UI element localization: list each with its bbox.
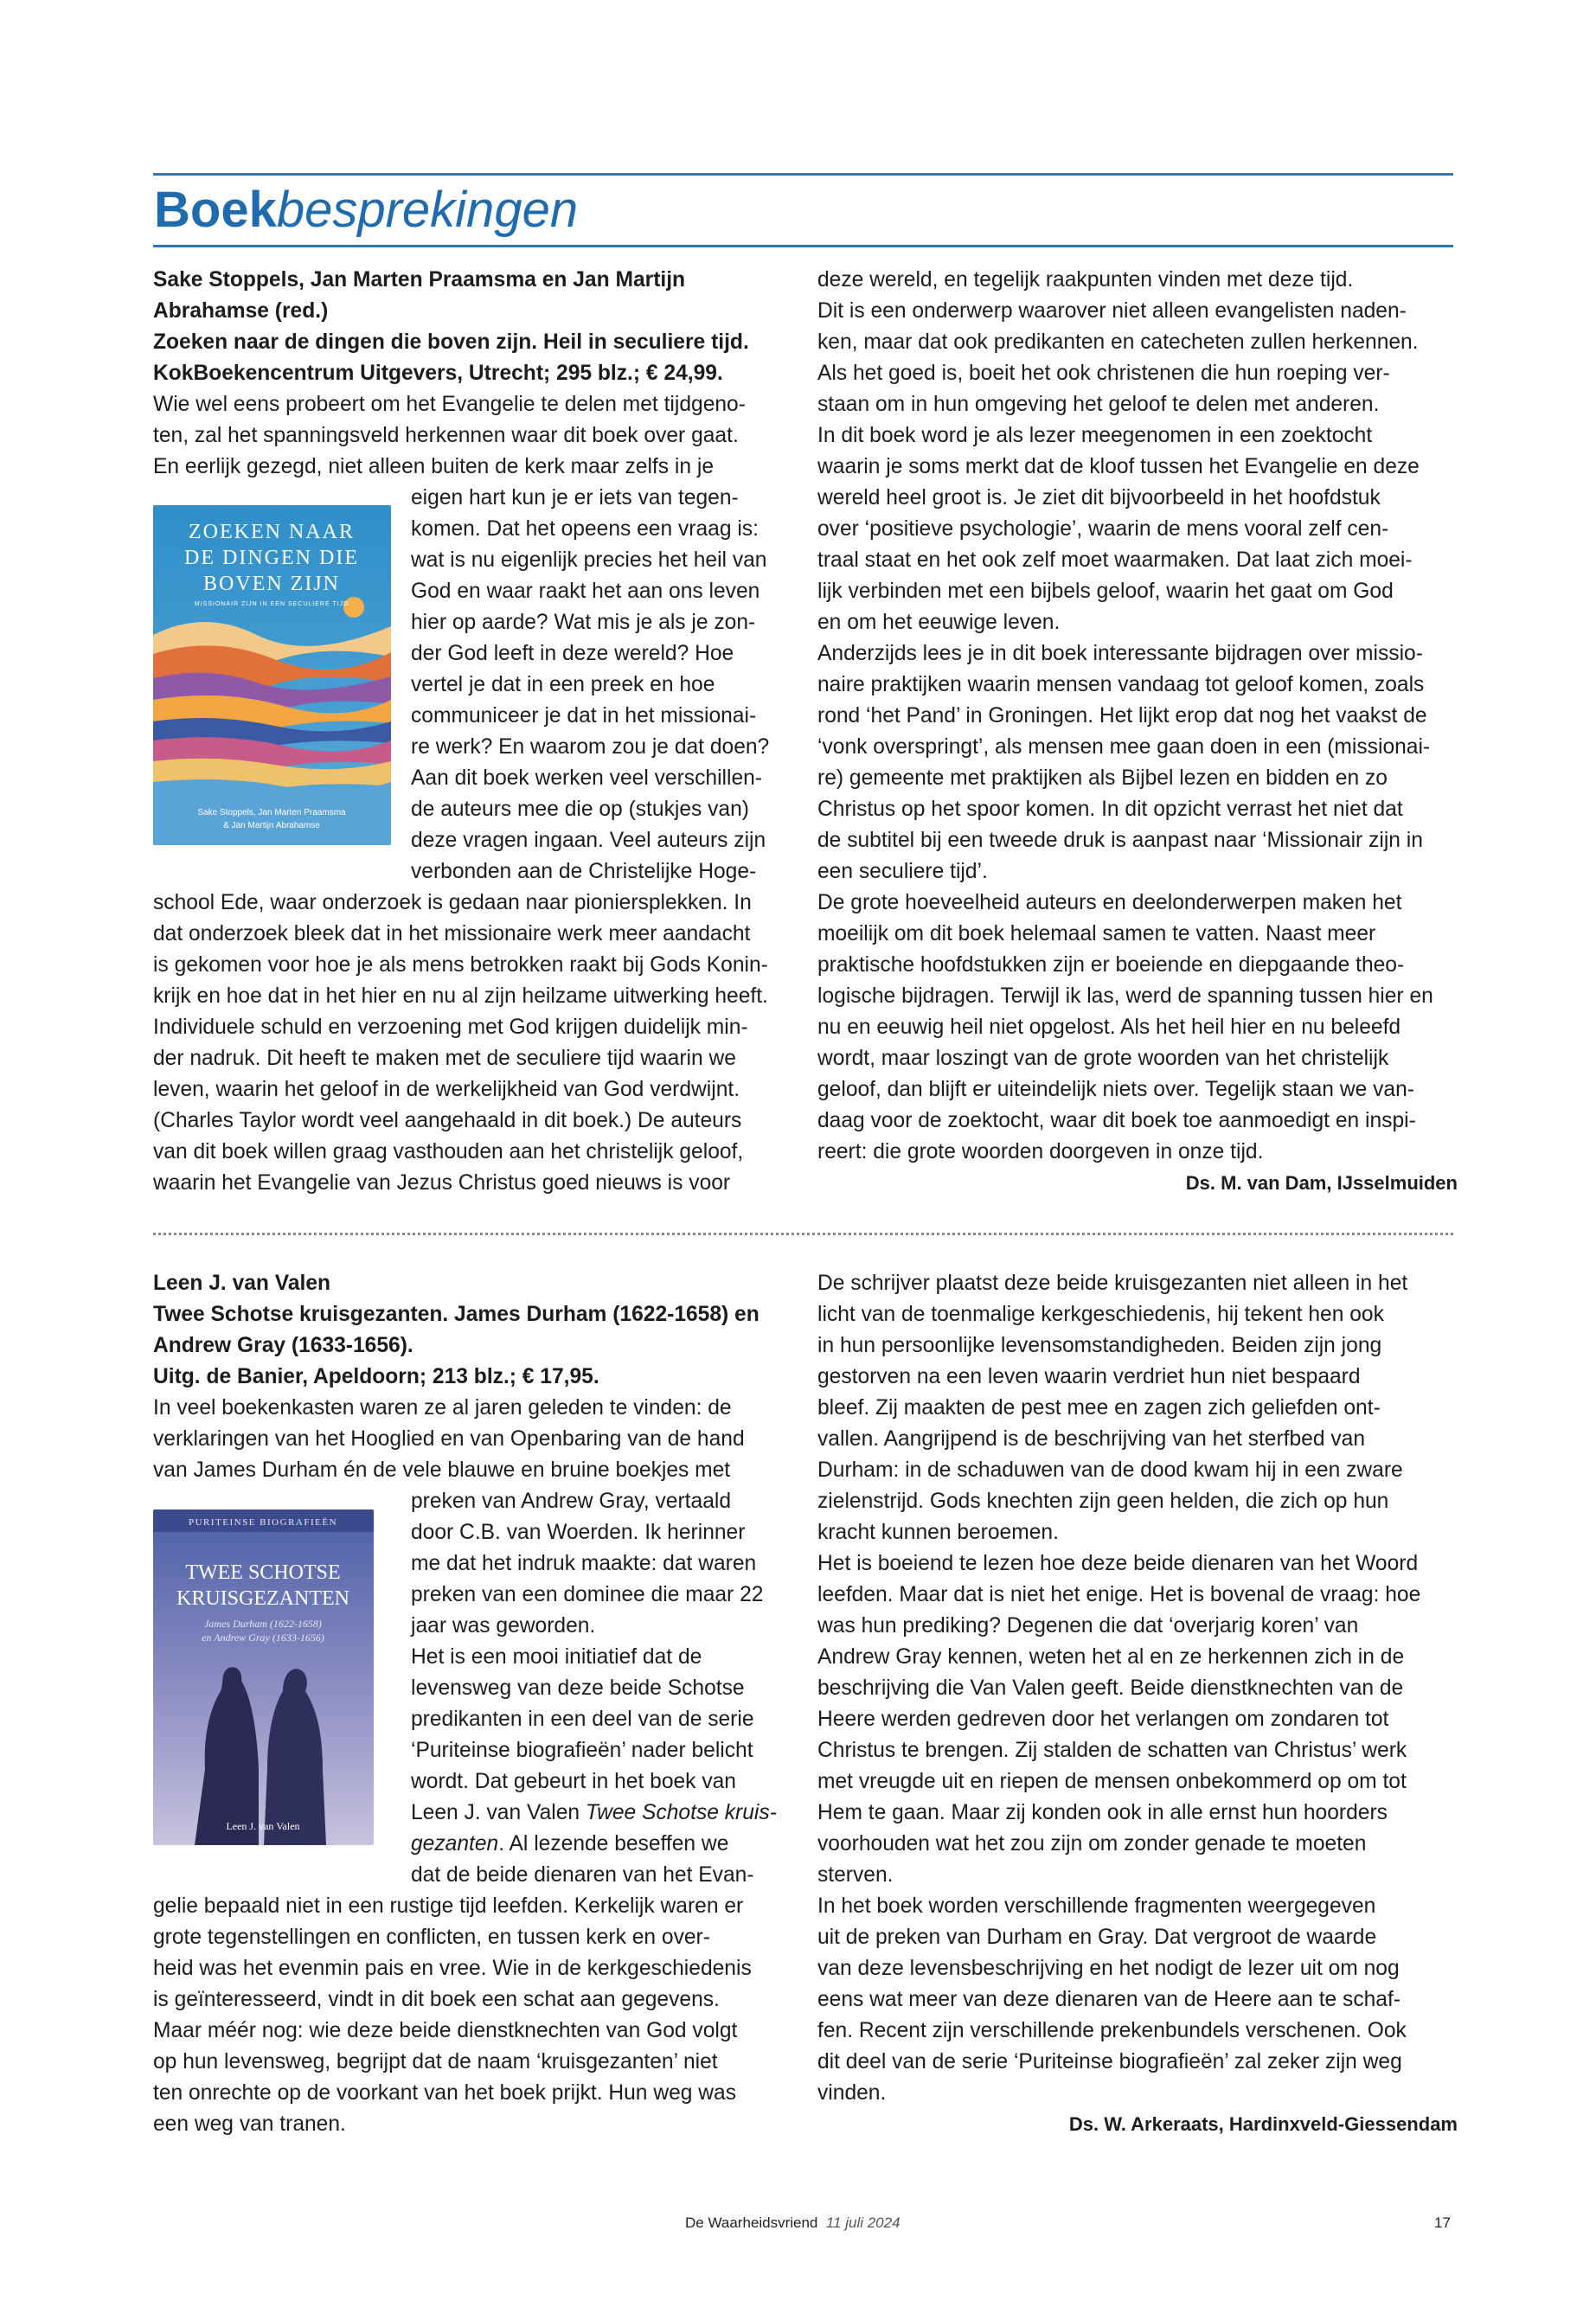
review2-cover-subtitle-1: James Durham (1622-1658) xyxy=(204,1618,322,1630)
review1-cover-title-2: DE DINGEN DIE xyxy=(184,547,359,569)
title-rule-top xyxy=(153,173,1453,176)
review1-cover-authors-1: Sake Stoppels, Jan Marten Praamsma xyxy=(197,808,346,817)
review2-book-cover xyxy=(153,1509,374,1845)
review2-left-top xyxy=(153,1268,793,1486)
section-divider xyxy=(153,1233,1453,1235)
review1-cover-title-3: BOVEN ZIJN xyxy=(203,573,340,595)
review1-wrap-text: eigen hart kun je er iets van tegen- komen. Dat het opeens een vraag is: wat is nu eigenlijk precies het heil van God en waar raakt het aan ons leven hier op aarde? Wat mis je als je zon- der God leeft in deze wereld? Hoe vertel je dat in een preek en hoe communiceer je dat in het missionai- re werk? En waarom zou je dat doen? Aan dit boek werken veel verschillen- de auteurs mee die op (stukjes van) deze vragen ingaan. Veel auteurs zijn verbonden aan de Christelijke Hoge- xyxy=(411,486,770,883)
review1-book-cover xyxy=(153,505,391,845)
review2-cover-subtitle-2: en Andrew Gray (1633-1656) xyxy=(202,1631,324,1644)
review1-header: Sake Stoppels, Jan Marten Praamsma en Jan Martijn Abrahamse (red.) Zoeken naar de dingen die boven zijn. Heil in seculiere tijd. KokBoekencentrum Uitgevers, Utrecht; 295 blz.; € 24,99. xyxy=(153,268,749,385)
review2-cover-title-2: KRUISGEZANTEN xyxy=(176,1587,349,1610)
review2-cover-author: Leen J. van Valen xyxy=(226,1820,300,1832)
footer-date: 11 juli 2024 xyxy=(825,2214,901,2231)
review1-intro: Wie wel eens probeert om het Evangelie te delen met tijdgeno- ten, zal het spanningsveld herkennen waar dit boek over gaat. En eerlijk gezegd, niet alleen buiten de kerk maar zelfs in je xyxy=(153,393,746,478)
review1-cover-authors-2: & Jan Martijn Abrahamse xyxy=(223,821,320,830)
review2-intro: In veel boekenkasten waren ze al jaren geleden te vinden: de verklaringen van het Hooglied en van Openbaring van de hand van James Durham én de vele blauwe en bruine boekjes met xyxy=(153,1396,745,1482)
review2-cover-title-1: TWEE SCHOTSE xyxy=(185,1561,341,1584)
footer-page-number: 17 xyxy=(1434,2214,1451,2231)
review1-left-top xyxy=(153,265,789,483)
review1-left-bottom: school Ede, waar onderzoek is gedaan naar pioniersplekken. In dat onderzoek bleek dat in het missionaire werk meer aandacht is gekomen voor hoe je als mens betrokken raakt bij Gods Konin- krijk en hoe dat in het hier en nu al zijn heilzame uitwerking heeft. Individuele schuld en verzoening met God krijgen duidelijk min- der nadruk. Dit heeft te maken met de seculiere tijd waarin we leven, waarin het geloof in de werkelijkheid van God verdwijnt. (Charles Taylor wordt veel aangehaald in dit boek.) De auteurs van dit boek willen graag vasthouden aan het christelijk geloof, waarin het Evangelie van Jezus Christus goed nieuws is voor xyxy=(153,891,768,1195)
review2-wrap-text: preken van Andrew Gray, vertaald door C.B. van Woerden. Ik herinner me dat het indruk maakte: dat waren preken van een dominee die maar 22 jaar was geworden. Het is een mooi initiatief dat de levensweg van deze beide Schotse predikanten in een deel van de serie ‘Puriteinse biografieën’ nader belicht wordt. Dat gebeurt in het boek van Leen J. van Valen Twee Schotse kruis- gezanten. Al lezende beseffen we dat de beide dienaren van het Evan- xyxy=(411,1490,777,1887)
review1-cover-art xyxy=(153,505,391,845)
review1-right-column: deze wereld, en tegelijk raakpunten vinden met deze tijd. Dit is een onderwerp waarover niet alleen evangelisten naden- ken, maar dat ook predikanten en catecheten zullen herkennen. Als het goed is, boeit het ook christenen die hun roeping ver- staan om in hun omgeving het geloof te delen met anderen. In dit boek word je als lezer meegenomen in een zoektocht waarin je soms merkt dat de kloof tussen het Evangelie en deze wereld heel groot is. Je ziet dit bijvoorbeeld in het hoofdstuk over ‘positieve psychologie’, waarin de mens vooral zelf cen- traal staat en het ook zelf moet waarmaken. Dat laat zich moei- lijk verbinden met een bijbels geloof, waarin het gaat om God en om het eeuwige leven. Anderzijds lees je in dit boek interessante bijdragen over missio- naire praktijken waarin mensen vandaag tot geloof komen, zoals rond ‘het Pand’ in Groningen. Het lijkt erop dat nog het vaakst de ‘vonk overspringt’, als mensen mee gaan doen in een (missionai- re) gemeente met praktijken als Bijbel lezen en bidden en zo Christus op het spoor komen. In dit opzicht verrast het niet dat de subtitel bij een tweede druk is aanpast naar ‘Missionair zijn in een seculiere tijd’. De grote hoeveelheid auteurs en deelonderwerpen maken het moeilijk om dit boek helemaal samen te vatten. Naast meer praktische hoofdstukken zijn er boeiende en diepgaande theo- logische bijdragen. Terwijl ik las, werd de spanning tussen hier en nu en eeuwig heil niet opgelost. Als het heil hier en nu beleefd wordt, maar loszingt van de grote woorden van het christelijk geloof, dan blijft er uiteindelijk niets over. Tegelijk staan we van- daag voor de zoektocht, waar dit boek toe aanmoedigt en inspi- reert: die grote woorden doorgeven in onze tijd. Ds. M. van Dam, IJsselmuiden xyxy=(817,265,1458,1199)
review2-right-column: De schrijver plaatst deze beide kruisgezanten niet alleen in het licht van de toenmalige kerkgeschiedenis, hij tekent hen ook in hun persoonlijke levensomstandigheden. Beiden zijn jong gestorven na een leven waarin verdriet hun niet bespaard bleef. Zij maakten de pest mee en zagen zich geliefden ont- vallen. Aangrijpend is de beschrijving van het sterfbed van Durham: in de schaduwen van de dood kwam hij in een zware zielenstrijd. Gods knechten zijn geen helden, die zich op hun kracht kunnen beroemen. Het is boeiend te lezen hoe deze beide dienaren van het Woord leefden. Maar dat is niet het enige. Het is bovenal de vraag: hoe was hun prediking? Degenen die dat ‘overjarig koren’ van Andrew Gray kennen, weten het al en ze herkennen zich in de beschrijving die Van Valen geeft. Beide dienstknechten van de Heere werden gedreven door het verlangen om zondaren tot Christus te brengen. Zij stalden de schatten van Christus’ werk met vreugde uit en riepen de mensen onbekommerd op om tot Hem te gaan. Maar zij konden ook in alle ernst hun hoorders voorhouden wat het zou zijn om zonder genade te moeten sterven. In het boek worden verschillende fragmenten weergegeven uit de preken van Durham en Gray. Dat vergroot de waarde van deze levensbeschrijving en het nodigt de lezer uit om nog eens wat meer van deze dienaren van de Heere aan te schaf- fen. Recent zijn verschillende prekenbundels verschenen. Ook dit deel van de serie ‘Puriteinse biografieën’ zal zeker zijn weg vinden. Ds. W. Arkeraats, Hardinxveld-Giessendam xyxy=(817,1268,1458,2140)
page-title: Boekbesprekingen xyxy=(154,182,579,238)
footer-magazine: De Waarheidsvriend 11 juli 2024 xyxy=(685,2214,901,2231)
review2-cover-series: PURITEINSE BIOGRAFIEËN xyxy=(188,1517,338,1528)
review2-signature: Ds. W. Arkeraats, Hardinxveld-Giessendam xyxy=(1068,2113,1458,2135)
review2-header: Leen J. van Valen Twee Schotse kruisgezanten. James Durham (1622-1658) en Andrew Gray (1633-1656). Uitg. de Banier, Apeldoorn; 213 blz.; € 17,95. xyxy=(153,1272,760,1388)
review2-left-bottom: gelie bepaald niet in een rustige tijd leefden. Kerkelijk waren er grote tegenstellingen en conflicten, en tussen kerk en over- heid was het evenmin pais en vree. Wie in de kerkgeschiedenis is geïnteresseerd, vindt in dit boek een schat aan gegevens. Maar méér nog: wie deze beide dienstknechten van God volgt op hun levensweg, begrijpt dat de naam ‘kruisgezanten’ niet ten onrechte op de voorkant van het boek prijkt. Hun weg was een weg van tranen. xyxy=(153,1894,752,2136)
review1-cover-subtitle: MISSIONAIR ZIJN IN EEN SECULIERE TIJD xyxy=(194,601,349,607)
title-rule-bottom xyxy=(153,245,1453,247)
review1-cover-title-1: ZOEKEN NAAR xyxy=(189,521,355,543)
review2-cover-art xyxy=(153,1509,374,1845)
review1-signature: Ds. M. van Dam, IJsselmuiden xyxy=(1185,1172,1458,1194)
